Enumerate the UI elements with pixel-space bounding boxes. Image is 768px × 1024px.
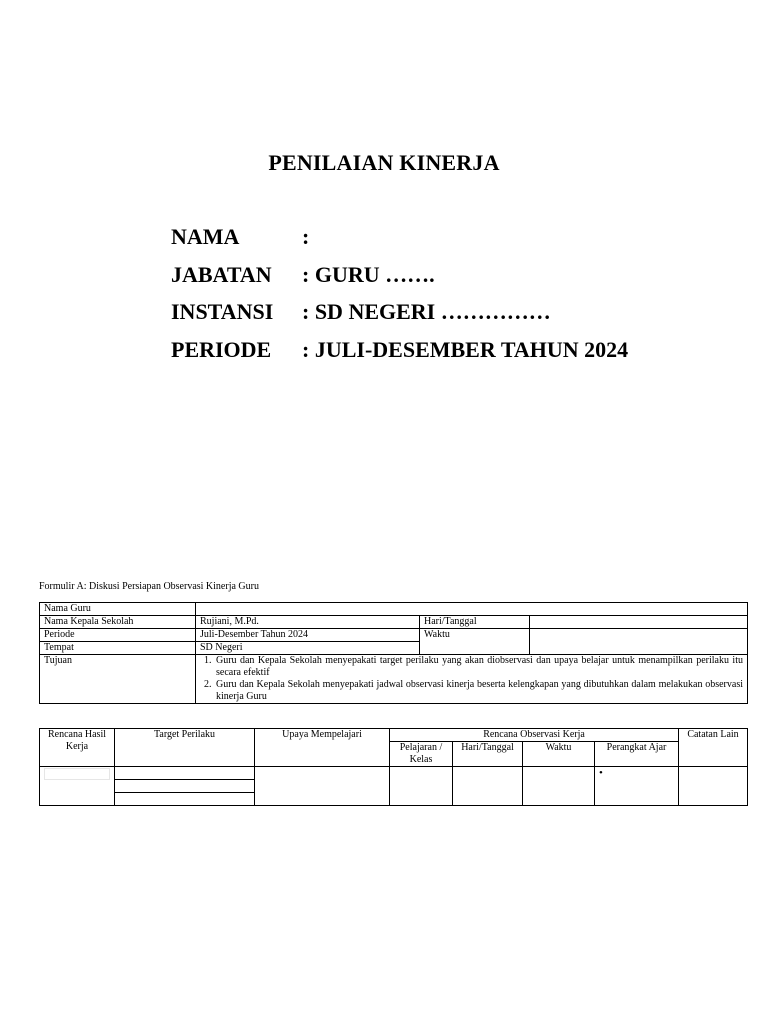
list-item: 1. Guru dan Kepala Sekolah menyepakati target perilaku yang akan diobservasi dan upaya belajar untuk menampilkan perilaku itu secara efektif <box>214 655 743 679</box>
table-row <box>40 655 748 704</box>
value-tempat[interactable]: SD Negeri <box>196 642 420 655</box>
header-perangkat: Perangkat Ajar <box>595 742 679 767</box>
table-row <box>40 603 748 616</box>
label-waktu: Waktu <box>420 629 530 655</box>
label-hari-tanggal: Hari/Tanggal <box>420 616 530 629</box>
field-value: : SD NEGERI …………… <box>302 299 551 324</box>
header-catatan: Catatan Lain <box>679 729 748 767</box>
field-label: PERIODE <box>171 336 272 362</box>
list-item: 2. Guru dan Kepala Sekolah menyepakati jadwal observasi kinerja beserta kelengkapan yang dibutuhkan dalam melakukan observasi kinerja Guru <box>214 679 743 703</box>
header-target-perilaku: Target Perilaku <box>115 729 255 767</box>
field-label: NAMA <box>171 224 240 249</box>
form-a-table <box>39 602 748 704</box>
header-upaya: Upaya Mempelajari <box>255 729 390 767</box>
label-tujuan: Tujuan <box>40 655 196 704</box>
value-nama-guru[interactable] <box>196 603 748 616</box>
table-row <box>40 629 748 642</box>
tujuan-list <box>200 655 743 703</box>
form-caption: Formulir A: Diskusi Persiapan Observasi Kinerja Guru <box>39 581 259 592</box>
value-waktu[interactable] <box>530 629 748 655</box>
table-row <box>40 616 748 629</box>
label-nama-kepala: Nama Kepala Sekolah <box>40 616 196 629</box>
header-rencana-observasi: Rencana Observasi Kerja <box>390 729 679 742</box>
label-periode: Periode <box>40 629 196 642</box>
cell-waktu[interactable] <box>523 767 595 806</box>
field-value: : GURU ……. <box>302 261 435 287</box>
value-periode[interactable]: Juli-Desember Tahun 2024 <box>196 629 420 642</box>
field-value: : JULI-DESEMBER TAHUN 2024 <box>302 336 629 362</box>
table-row <box>40 767 748 806</box>
page-title: PENILAIAN KINERJA <box>268 150 500 175</box>
value-tujuan <box>196 655 748 704</box>
header-rencana-hasil: Rencana Hasil Kerja <box>40 729 115 767</box>
cell-rencana-hasil[interactable] <box>40 767 115 806</box>
header-waktu: Waktu <box>523 742 595 767</box>
cell-target-perilaku[interactable] <box>115 767 255 806</box>
bullet-icon: • <box>599 767 603 779</box>
field-value: : <box>302 224 310 249</box>
value-hari-tanggal[interactable] <box>530 616 748 629</box>
cell-hari[interactable] <box>453 767 523 806</box>
label-nama-guru: Nama Guru <box>40 603 196 616</box>
value-nama-kepala[interactable]: Rujiani, M.Pd. <box>196 616 420 629</box>
form-b-table <box>39 728 748 806</box>
field-label: INSTANSI <box>171 299 274 324</box>
cell-catatan[interactable] <box>679 767 748 806</box>
table-header-row <box>40 729 748 742</box>
header-hari: Hari/Tanggal <box>453 742 523 767</box>
header-pelajaran: Pelajaran / Kelas <box>390 742 453 767</box>
input-stub[interactable] <box>44 768 110 780</box>
cell-pelajaran[interactable] <box>390 767 453 806</box>
label-tempat: Tempat <box>40 642 196 655</box>
field-label: JABATAN <box>171 261 272 287</box>
cell-upaya[interactable] <box>255 767 390 806</box>
cell-perangkat[interactable] <box>595 767 679 806</box>
